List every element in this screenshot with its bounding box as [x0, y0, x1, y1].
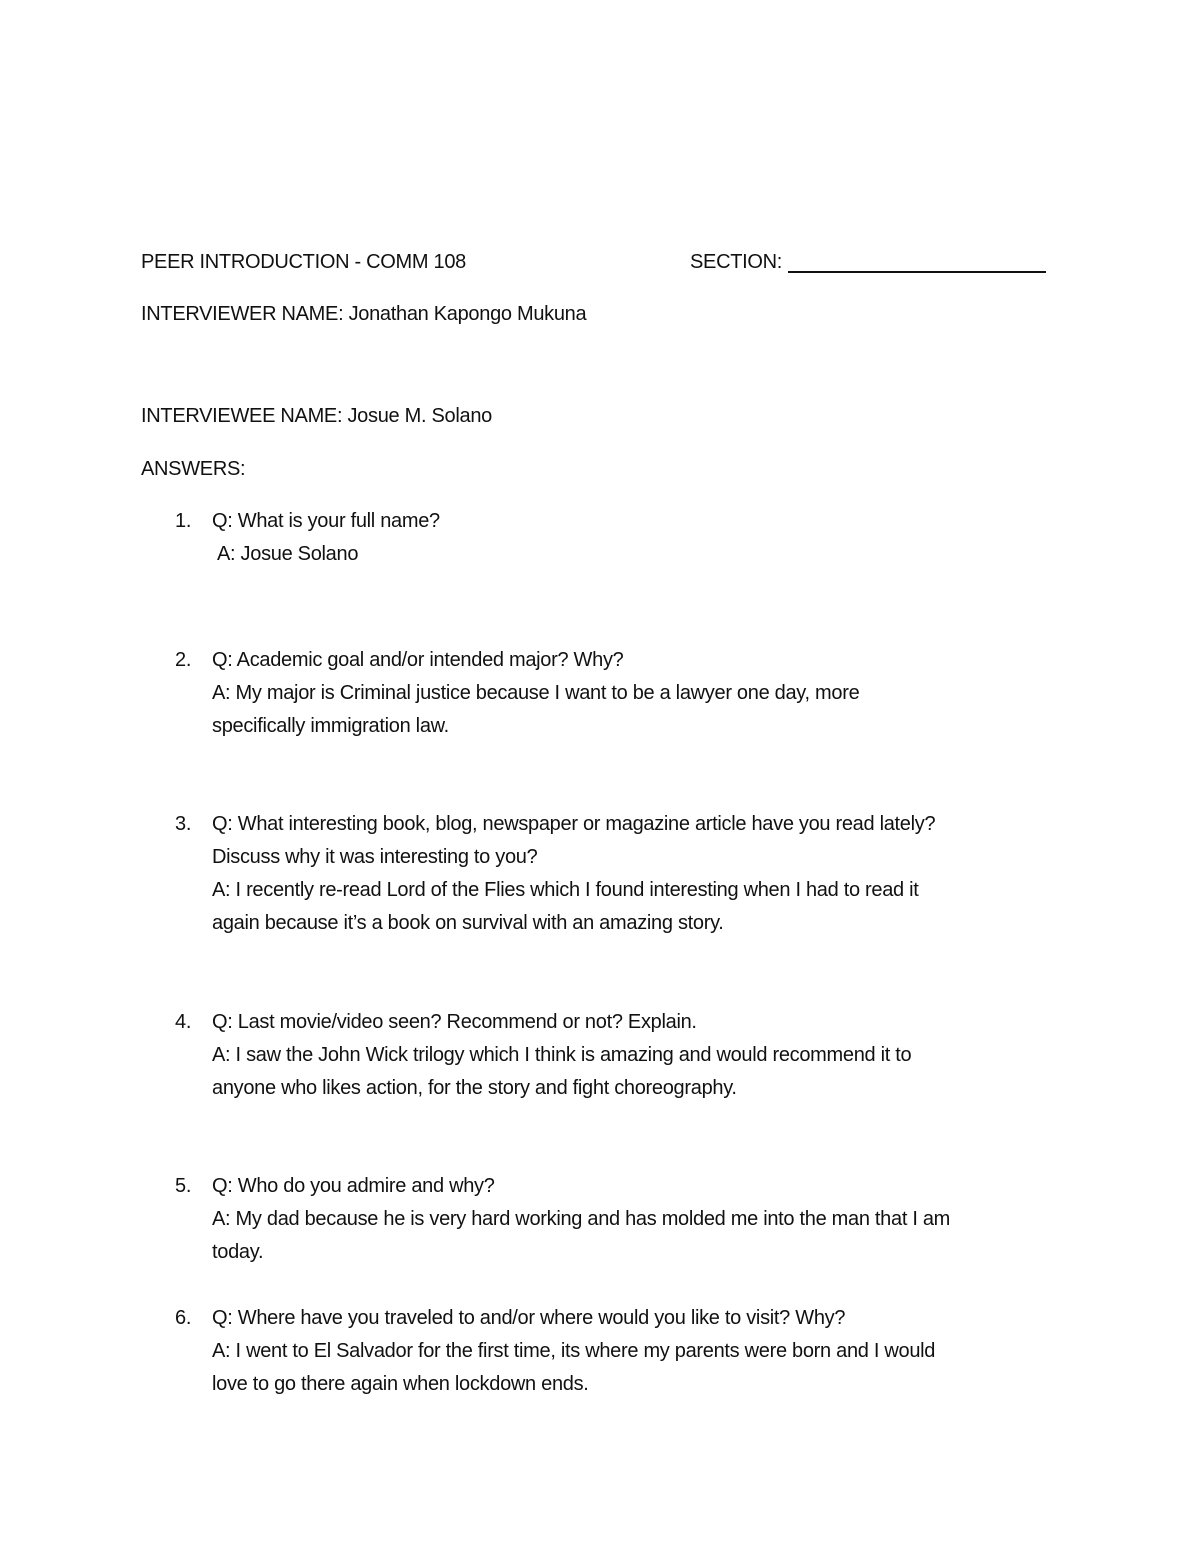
answers-heading: ANSWERS:	[141, 458, 246, 480]
question-text: Q: Where have you traveled to and/or where would you like to visit? Why?	[212, 1307, 846, 1329]
answer-text: A: I saw the John Wick trilogy which I think is amazing and would recommend it to anyone who likes action, for the story and fight choreography.	[212, 1044, 912, 1099]
item-number: 1.	[175, 510, 192, 532]
item-number: 6.	[175, 1307, 192, 1329]
answer-text: A: I recently re-read Lord of the Flies which I found interesting when I had to read it again because it’s a book on survival with an amazing story.	[212, 879, 919, 934]
section-label: SECTION:	[690, 251, 783, 273]
item-number: 2.	[175, 649, 192, 671]
item-number: 5.	[175, 1175, 192, 1197]
question-text: Q: What is your full name?	[212, 510, 440, 532]
item-number: 3.	[175, 813, 192, 835]
interviewer-name: INTERVIEWER NAME: Jonathan Kapongo Mukuna	[141, 303, 587, 325]
interviewee-name: INTERVIEWEE NAME: Josue M. Solano	[141, 405, 492, 427]
answer-text: A: My dad because he is very hard working and has molded me into the man that I am today.	[212, 1208, 951, 1263]
answer-text: A: Josue Solano	[217, 543, 359, 565]
document-title: PEER INTRODUCTION - COMM 108	[141, 251, 466, 273]
answer-text: A: My major is Criminal justice because I want to be a lawyer one day, more specifically immigration law.	[212, 682, 860, 737]
answer-text: A: I went to El Salvador for the first time, its where my parents were born and I would love to go there again when lockdown ends.	[212, 1340, 936, 1395]
question-text: Q: Academic goal and/or intended major? Why?	[212, 649, 624, 671]
question-text: Q: Last movie/video seen? Recommend or not? Explain.	[212, 1011, 697, 1033]
item-number: 4.	[175, 1011, 192, 1033]
question-text: Q: What interesting book, blog, newspaper or magazine article have you read lately? Discuss why it was interesting to you?	[212, 813, 936, 868]
question-text: Q: Who do you admire and why?	[212, 1175, 495, 1197]
